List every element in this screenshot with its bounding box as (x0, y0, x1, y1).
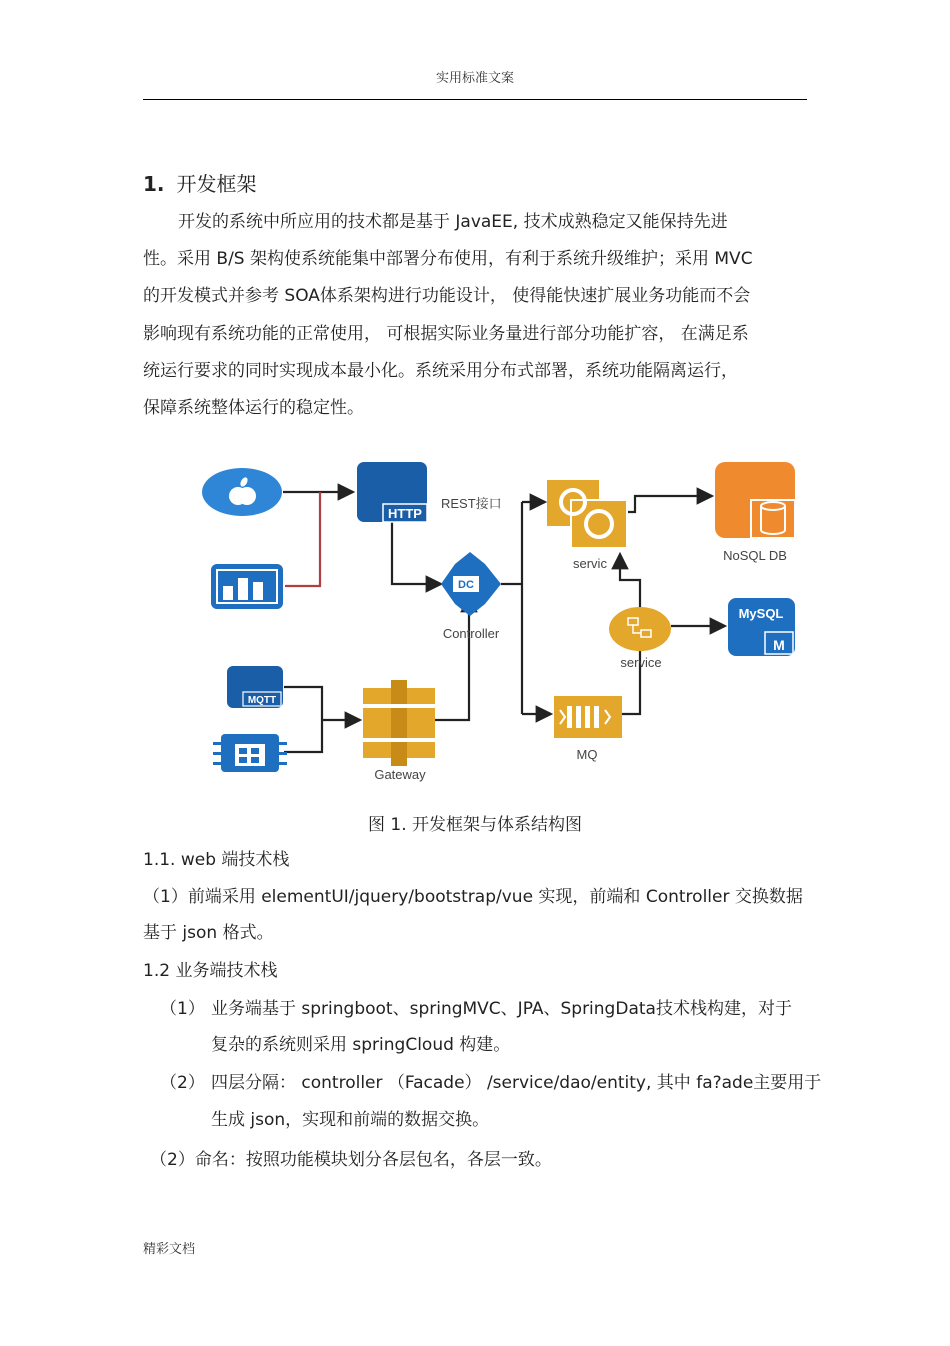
list-marker: （2） (160, 1073, 205, 1093)
list-marker: （1） (160, 999, 205, 1019)
gateway-label: Gateway (374, 767, 426, 782)
page-header: 实用标准文案 (435, 71, 514, 86)
list-item-line: 生成 json，实现和前端的数据交换。 (211, 1110, 490, 1130)
naming-line: （2）命名：按照功能模块划分各层包名，各层一致。 (150, 1150, 552, 1170)
section-title: 开发框架 (176, 172, 257, 196)
nosql-label: NoSQL DB (723, 548, 787, 563)
gateway-icon (363, 680, 435, 766)
list-item-line: 复杂的系统则采用 springCloud 构建。 (211, 1035, 511, 1055)
list-item-line: 四层分隔： controller （Facade） /service/dao/entity, 其中 fa?ade主要用于 (211, 1073, 822, 1093)
paragraph-line: 保障系统整体运行的稳定性。 (143, 398, 364, 418)
dc-controller-icon (441, 552, 501, 616)
mq-label: MQ (576, 747, 598, 762)
web-stack-line: （1）前端采用 elementUI/jquery/bootstrap/vue 实现，前端和 Controller 交换数据 (143, 887, 803, 907)
mqtt-icon (227, 666, 283, 708)
subsection-heading-web: 1.1. web 端技术栈 (143, 850, 290, 870)
controller-label: Controller (442, 626, 500, 641)
architecture-diagram (195, 452, 815, 792)
service-top-label: servic (573, 556, 607, 571)
mysql-m-label: M (773, 637, 785, 653)
paragraph-line: 的开发模式并参考 SOA体系架构进行功能设计， 使得能快速扩展业务功能而不会 (143, 286, 751, 306)
nosql-db-icon (715, 462, 795, 538)
paragraph-line: 开发的系统中所应用的技术都是基于 JavaEE, 技术成熟稳定又能保持先进 (178, 212, 728, 232)
web-stack-line: 基于 json 格式。 (143, 923, 274, 943)
mqtt-label: MQTT (247, 695, 277, 706)
http-label: HTTP (388, 506, 422, 521)
paragraph-line: 影响现有系统功能的正常使用， 可根据实际业务量进行部分功能扩容， 在满足系 (143, 324, 749, 344)
figure-caption: 图 1. 开发框架与体系结构图 (367, 815, 583, 835)
section-number: 1. (143, 172, 165, 196)
rest-label: REST接口 (441, 496, 502, 511)
subsection-heading-business: 1.2 业务端技术栈 (143, 961, 278, 981)
dc-label: DC (458, 579, 474, 591)
iot-device-icon (213, 734, 287, 772)
paragraph-line: 统运行要求的同时实现成本最小化。系统采用分布式部署，系统功能隔离运行， (143, 361, 738, 381)
service-mid-label: service (620, 655, 662, 670)
apple-client-icon (202, 468, 282, 516)
service-gears-icon (547, 480, 627, 548)
mq-icon (554, 696, 622, 738)
web-client-icon (211, 564, 283, 609)
header-divider (143, 99, 807, 100)
service-flow-icon (609, 607, 671, 651)
http-icon (357, 462, 427, 522)
paragraph-line: 性。采用 B/S 架构使系统能集中部署分布使用，有利于系统升级维护；采用 MVC (143, 249, 753, 269)
mysql-icon (728, 598, 795, 656)
page-footer: 精彩文档 (143, 1242, 196, 1257)
section-heading (143, 168, 257, 197)
mysql-label: MySQL (738, 606, 784, 621)
list-item-line: 业务端基于 springboot、springMVC、JPA、SpringData技术栈构建，对于 (211, 999, 792, 1019)
